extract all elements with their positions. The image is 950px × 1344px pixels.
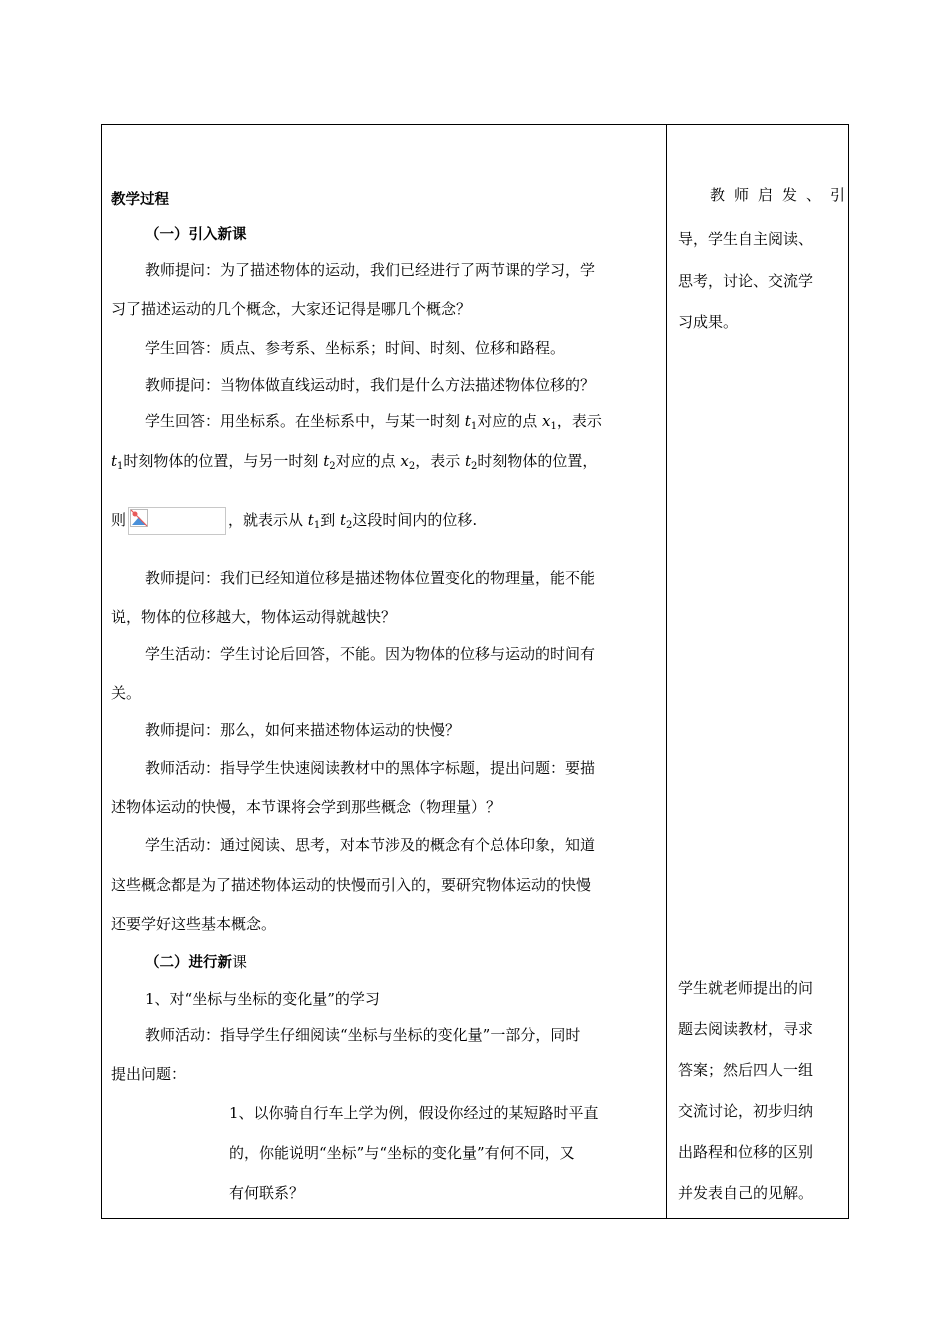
paragraph: 学生活动：学生讨论后回答，不能。因为物体的位移与运动的时间有	[145, 645, 596, 663]
question: 的，你能说明“坐标”与“坐标的变化量”有何不同，又	[229, 1144, 575, 1162]
paragraph: 关。	[111, 684, 142, 702]
paragraph: 习了描述运动的几个概念，大家还记得是哪几个概念？	[111, 300, 472, 318]
heading: 教学过程	[111, 192, 169, 208]
paragraph: 则 ，就表示从 $t_1$到 $t_2$这段时间内的位移.	[111, 507, 477, 535]
paragraph: 教师活动：指导学生仔细阅读“坐标与坐标的变化量”一部分，同时	[145, 1026, 581, 1044]
paragraph: 教师提问：那么，如何来描述物体运动的快慢？	[145, 721, 461, 739]
column-divider	[666, 124, 667, 1219]
paragraph: 学生活动：通过阅读、思考，对本节涉及的概念有个总体印象，知道	[145, 836, 596, 854]
paragraph: 这些概念都是为了描述物体运动的快慢而引入的，要研究物体运动的快慢	[111, 876, 592, 894]
paragraph: 教师提问：当物体做直线运动时，我们是什么方法描述物体位移的？	[145, 376, 596, 394]
paragraph: 1、对“坐标与坐标的变化量”的学习	[145, 990, 380, 1008]
broken-image-icon	[128, 507, 226, 535]
section1-title: （一）引入新课	[145, 227, 247, 243]
paragraph: 教师活动：指导学生快速阅读教材中的黑体字标题，提出问题：要描	[145, 759, 596, 777]
paragraph: 还要学好这些基本概念。	[111, 915, 277, 933]
paragraph: 学生回答：质点、参考系、坐标系；时间、时刻、位移和路程。	[145, 339, 566, 357]
paragraph: 教师提问：为了描述物体的运动，我们已经进行了两节课的学习，学	[145, 261, 596, 279]
paragraph: 学生回答：用坐标系。在坐标系中，与某一时刻 $t_1$对应的点 $x_1$，表示	[145, 412, 602, 432]
paragraph: $t_1$时刻物体的位置，与另一时刻 $t_2$对应的点 $x_2$，表示 $t_2$时刻物体的位置，	[111, 452, 598, 472]
question: 有何联系？	[229, 1184, 305, 1202]
paragraph: 提出问题：	[111, 1065, 187, 1083]
paragraph: 述物体运动的快慢，本节课将会学到那些概念（物理量）？	[111, 798, 502, 816]
question: 1、以你骑自行车上学为例，假设你经过的某短路时平直	[229, 1104, 599, 1122]
paragraph: 说，物体的位移越大，物体运动得就越快？	[111, 608, 397, 626]
paragraph: 教师提问：我们已经知道位移是描述物体位置变化的物理量，能不能	[145, 569, 596, 587]
section2-title: （二）进行新课	[145, 953, 248, 971]
